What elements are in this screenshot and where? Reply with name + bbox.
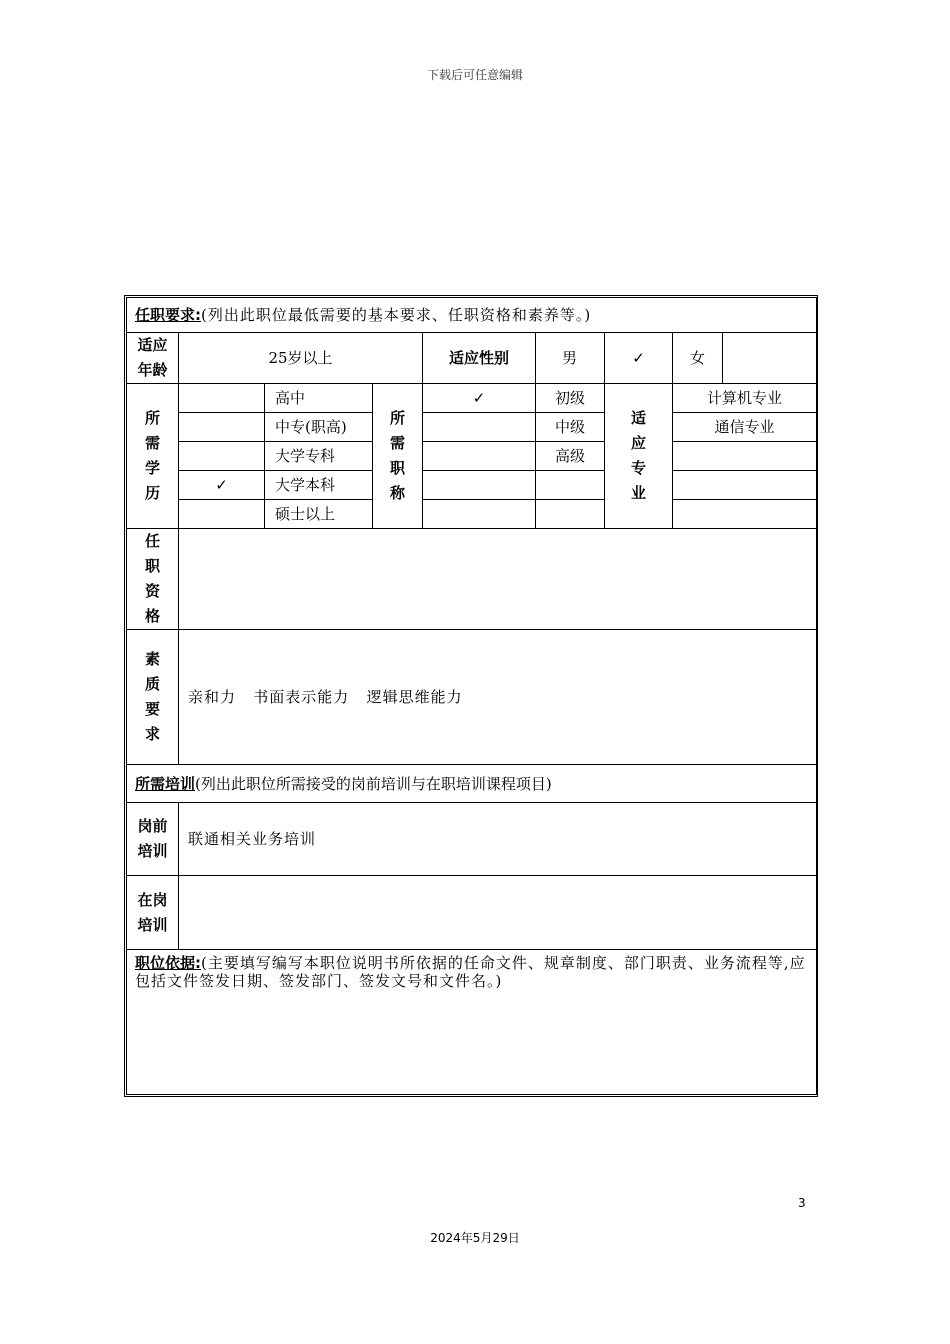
training-section-header (127, 765, 817, 803)
training-title: 所需培训 (135, 774, 196, 793)
major-item (673, 471, 817, 500)
requirements-title: 任职要求: (135, 306, 201, 324)
gender-male-check: ✓ (605, 333, 673, 384)
education-label: 所 需 学 历 (127, 384, 179, 529)
title-rank-check (423, 500, 536, 529)
education-level: 硕士以上 (265, 500, 373, 529)
education-check: ✓ (179, 471, 265, 500)
gender-female-check (723, 333, 817, 384)
education-check (179, 413, 265, 442)
education-check (179, 500, 265, 529)
basis-title: 职位依据: (135, 954, 201, 972)
title-rank-check (423, 442, 536, 471)
quality-label: 素 质 要 求 (127, 630, 179, 765)
title-rank-level: 高级 (536, 442, 605, 471)
major-item (673, 442, 817, 471)
major-label: 适 应 专 业 (605, 384, 673, 529)
title-rank-level (536, 471, 605, 500)
title-rank-check (423, 413, 536, 442)
pre-job-training-label: 岗前 培训 (127, 803, 179, 876)
gender-label: 适应性别 (423, 333, 536, 384)
basis-note: (主要填写编写本职位说明书所依据的任命文件、规章制度、部门职责、业务流程等,应包括文件签发日期、签发部门、签发文号和文件名。) (135, 954, 806, 990)
education-check (179, 442, 265, 471)
title-rank-level (536, 500, 605, 529)
education-check (179, 384, 265, 413)
page-header: 下载后可任意编辑 (426, 68, 523, 82)
qualification-label: 任 职 资 格 (127, 529, 179, 630)
gender-female-label: 女 (673, 333, 723, 384)
age-value: 25岁以上 (179, 333, 423, 384)
major-item (673, 500, 817, 529)
education-level: 高中 (265, 384, 373, 413)
education-level: 中专(职高) (265, 413, 373, 442)
on-job-training-content (179, 876, 817, 950)
education-level: 大学本科 (265, 471, 373, 500)
basis-section (127, 950, 817, 1095)
major-item: 通信专业 (673, 413, 817, 442)
pre-job-training-content: 联通相关业务培训 (179, 803, 817, 876)
page-number: 3 (798, 1196, 806, 1210)
form-table (126, 297, 817, 1095)
title-rank-level: 中级 (536, 413, 605, 442)
gender-male-label: 男 (536, 333, 605, 384)
requirements-note: (列出此职位最低需要的基本要求、任职资格和素养等。) (201, 306, 592, 324)
job-requirements-form (124, 295, 818, 1097)
major-item: 计算机专业 (673, 384, 817, 413)
title-rank-check: ✓ (423, 384, 536, 413)
quality-content: 亲和力 书面表示能力 逻辑思维能力 (179, 630, 817, 765)
training-note: (列出此职位所需接受的岗前培训与在职培训课程项目) (195, 774, 552, 793)
requirements-section-header (127, 298, 817, 333)
qualification-content (179, 529, 817, 630)
age-label: 适应 年龄 (127, 333, 179, 384)
title-rank-level: 初级 (536, 384, 605, 413)
education-level: 大学专科 (265, 442, 373, 471)
footer-date: 2024年5月29日 (430, 1231, 520, 1245)
title-rank-label: 所 需 职 称 (373, 384, 423, 529)
title-rank-check (423, 471, 536, 500)
on-job-training-label: 在岗 培训 (127, 876, 179, 950)
